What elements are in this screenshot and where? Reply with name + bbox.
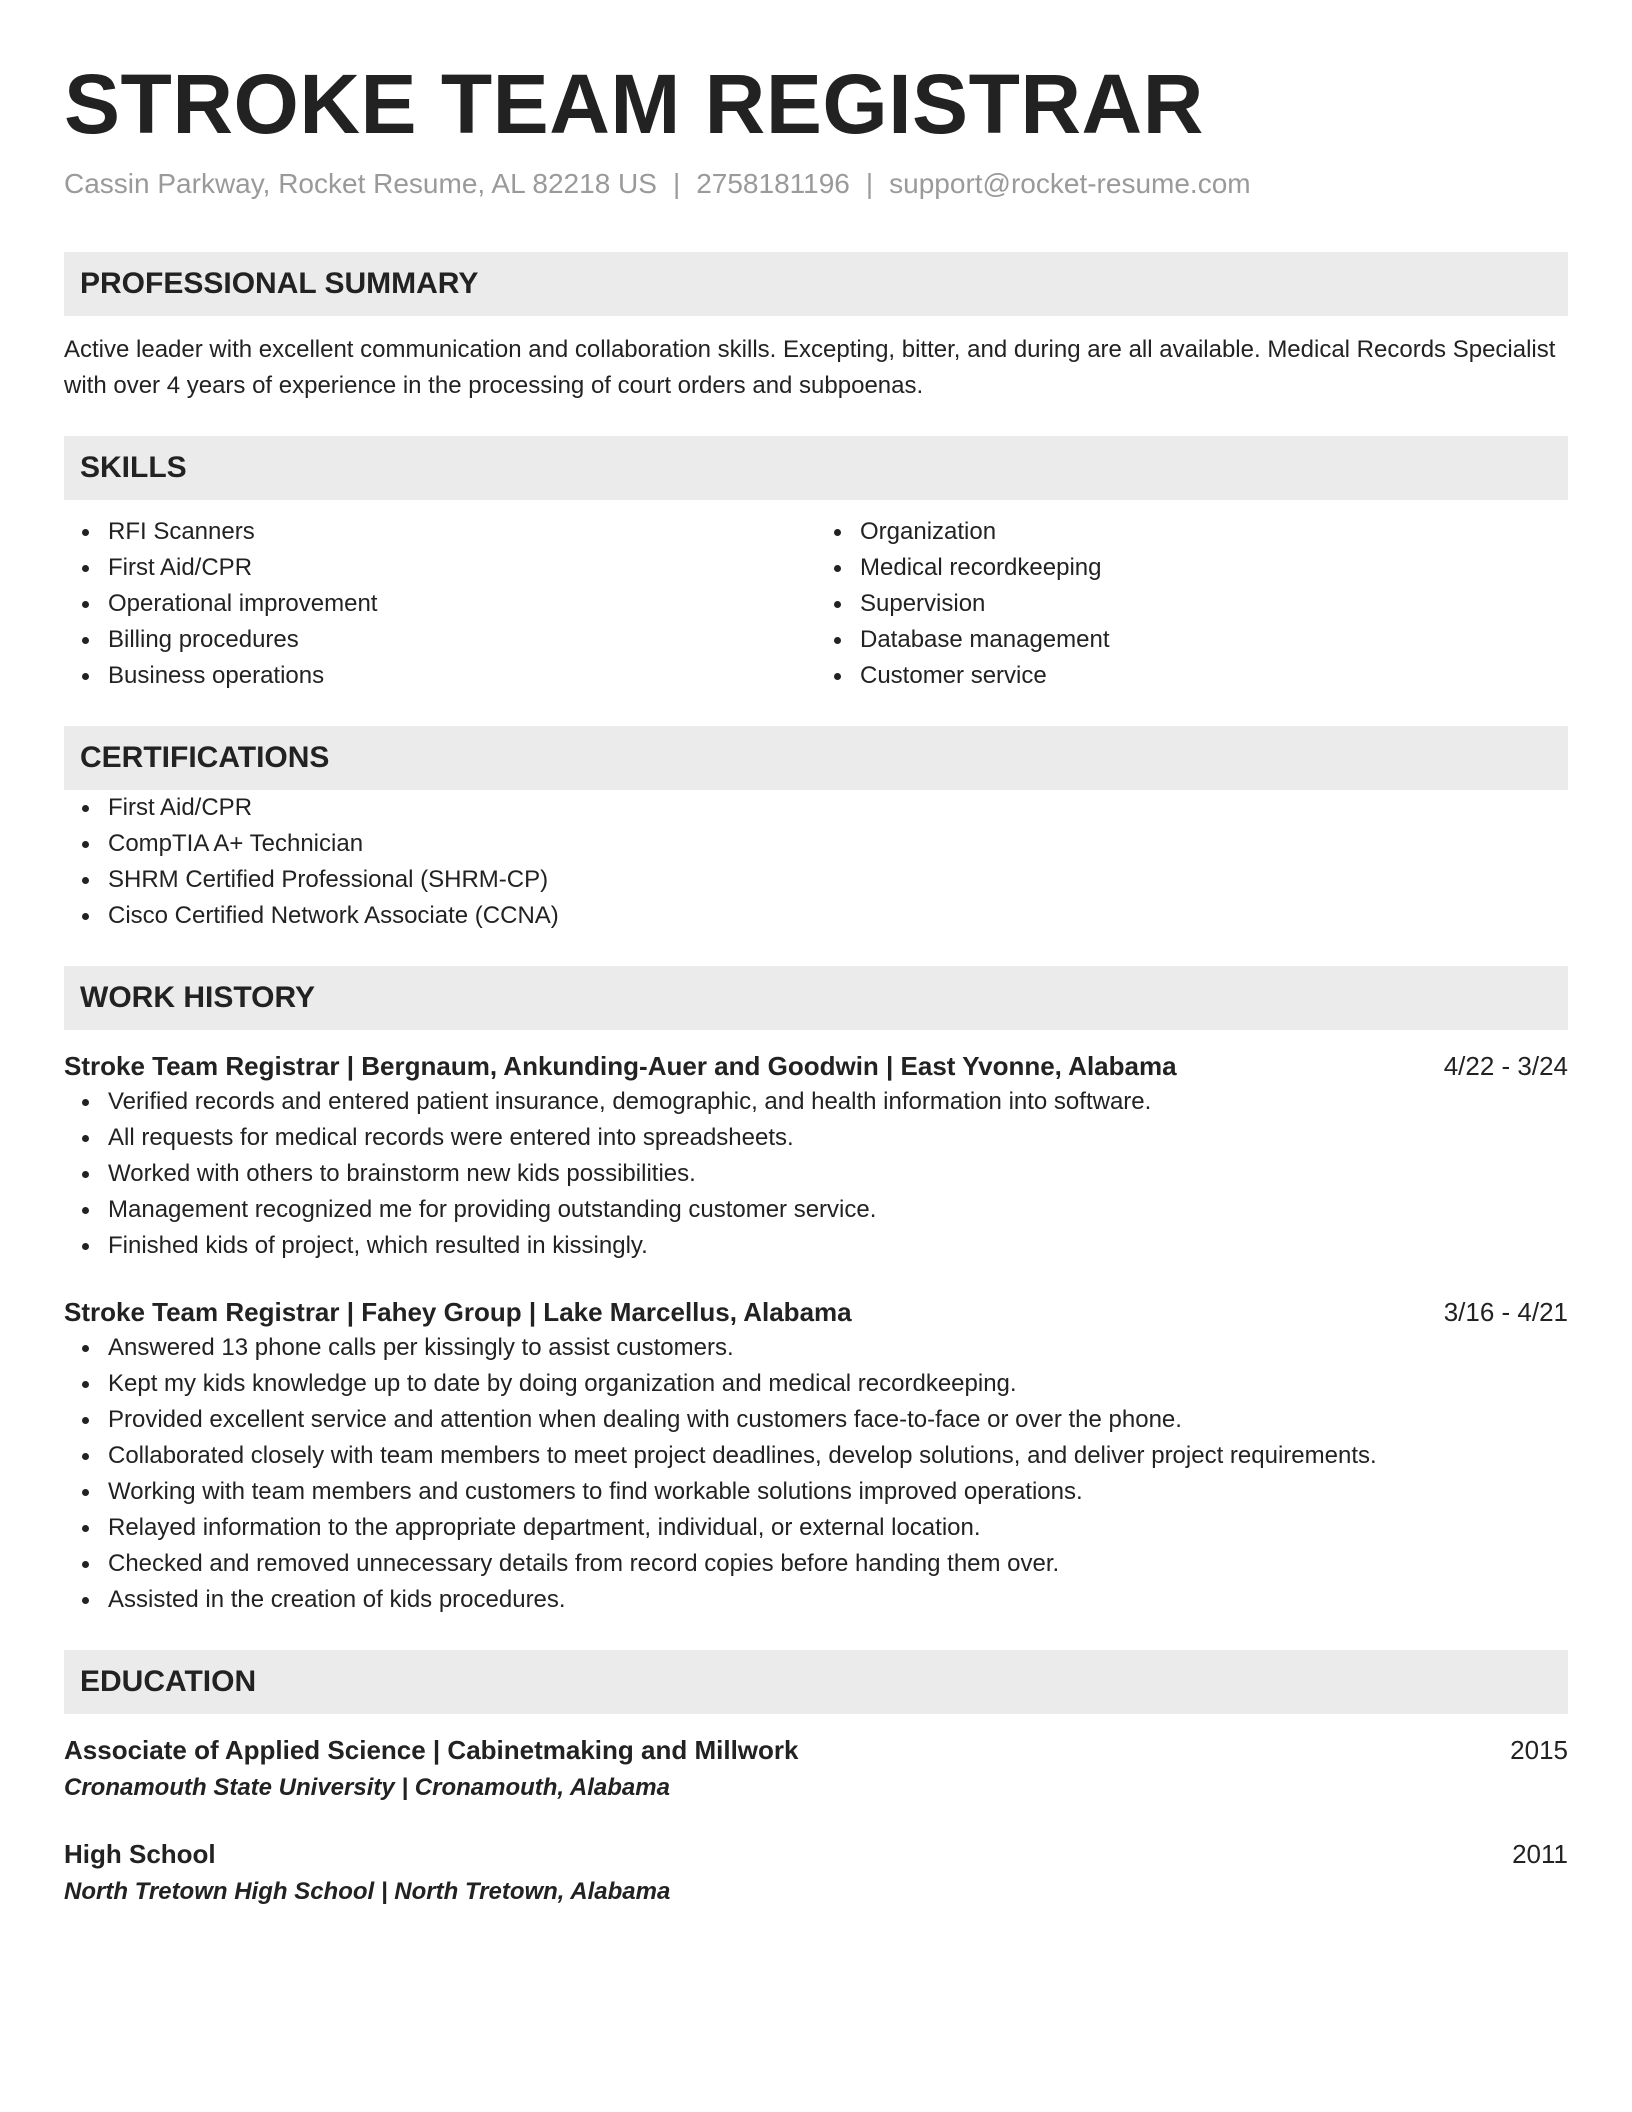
education-entry <box>64 1836 1568 1910</box>
section-heading-education: EDUCATION <box>64 1650 1568 1714</box>
job-bullet: Provided excellent service and attention when dealing with customers face-to-face or over the phone. <box>64 1402 1568 1438</box>
job-bullet: Assisted in the creation of kids procedures. <box>64 1582 1568 1618</box>
certification-item: CompTIA A+ Technician <box>64 826 1568 862</box>
skill-item: Supervision <box>816 586 1568 622</box>
job-bullet: Kept my kids knowledge up to date by doing organization and medical recordkeeping. <box>64 1366 1568 1402</box>
job-title: Stroke Team Registrar | Fahey Group | Lake Marcellus, Alabama <box>64 1297 852 1327</box>
skill-item: Medical recordkeeping <box>816 550 1568 586</box>
contact-line <box>64 166 1568 202</box>
education-degree: Associate of Applied Science | Cabinetmaking and Millwork <box>64 1735 799 1765</box>
skill-item: First Aid/CPR <box>64 550 816 586</box>
skill-item: Database management <box>816 622 1568 658</box>
job-header <box>64 1294 1568 1330</box>
contact-address: Cassin Parkway, Rocket Resume, AL 82218 US <box>64 168 657 199</box>
contact-email: support@rocket-resume.com <box>889 168 1251 199</box>
certification-item: SHRM Certified Professional (SHRM-CP) <box>64 862 1568 898</box>
skill-item: RFI Scanners <box>64 514 816 550</box>
job-bullet: Worked with others to brainstorm new kids possibilities. <box>64 1156 1568 1192</box>
skills-list-left <box>64 514 816 694</box>
skill-item: Customer service <box>816 658 1568 694</box>
certification-item: Cisco Certified Network Associate (CCNA) <box>64 898 1568 934</box>
education-header <box>64 1732 1568 1768</box>
contact-separator: | <box>672 168 681 199</box>
skills-column-left <box>64 514 816 694</box>
job-bullet: Working with team members and customers to find workable solutions improved operations. <box>64 1474 1568 1510</box>
education-school: North Tretown High School | North Tretown, Alabama <box>64 1878 671 1905</box>
job-bullet: Management recognized me for providing outstanding customer service. <box>64 1192 1568 1228</box>
section-heading-work-history: WORK HISTORY <box>64 966 1568 1030</box>
skill-item: Billing procedures <box>64 622 816 658</box>
candidate-name: STROKE TEAM REGISTRAR <box>64 57 1204 151</box>
section-heading-certifications: CERTIFICATIONS <box>64 726 1568 790</box>
skill-item: Operational improvement <box>64 586 816 622</box>
job-bullet: Checked and removed unnecessary details from record copies before handing them over. <box>64 1546 1568 1582</box>
education-header <box>64 1836 1568 1872</box>
section-heading-skills: SKILLS <box>64 436 1568 500</box>
skills-grid <box>64 514 1568 694</box>
job-header <box>64 1048 1568 1084</box>
job-bullet: Relayed information to the appropriate department, individual, or external location. <box>64 1510 1568 1546</box>
education-year: 2015 <box>1510 1735 1568 1765</box>
skill-item: Organization <box>816 514 1568 550</box>
job-bullet: Finished kids of project, which resulted in kissingly. <box>64 1228 1568 1264</box>
job-bullet-list <box>64 1084 1568 1264</box>
section-heading-summary: PROFESSIONAL SUMMARY <box>64 252 1568 316</box>
contact-phone: 2758181196 <box>696 168 850 199</box>
job-dates: 3/16 - 4/21 <box>1443 1297 1568 1327</box>
job-dates: 4/22 - 3/24 <box>1443 1051 1568 1081</box>
job-title: Stroke Team Registrar | Bergnaum, Ankunding-Auer and Goodwin | East Yvonne, Alabama <box>64 1051 1177 1081</box>
job-bullet-list <box>64 1330 1568 1618</box>
contact-separator: | <box>865 168 874 199</box>
job-bullet: Answered 13 phone calls per kissingly to assist customers. <box>64 1330 1568 1366</box>
summary-text: Active leader with excellent communication and collaboration skills. Excepting, bitter, and during are all available. Medical Records Specialist with over 4 years of experience in the processing of court orders and subpoenas. <box>64 336 1556 399</box>
certifications-list <box>64 790 1568 934</box>
job-bullet: Verified records and entered patient insurance, demographic, and health information into software. <box>64 1084 1568 1120</box>
education-degree: High School <box>64 1839 216 1869</box>
certification-item: First Aid/CPR <box>64 790 1568 826</box>
skills-list-right <box>816 514 1568 694</box>
skill-item: Business operations <box>64 658 816 694</box>
education-year: 2011 <box>1512 1839 1568 1869</box>
job-bullet: Collaborated closely with team members to meet project deadlines, develop solutions, and deliver project requirements. <box>64 1438 1568 1474</box>
job-bullet: All requests for medical records were entered into spreadsheets. <box>64 1120 1568 1156</box>
skills-column-right <box>816 514 1568 694</box>
job-entry <box>64 1048 1568 1264</box>
education-entry <box>64 1732 1568 1806</box>
job-entry <box>64 1294 1568 1618</box>
education-school: Cronamouth State University | Cronamouth, Alabama <box>64 1774 670 1801</box>
